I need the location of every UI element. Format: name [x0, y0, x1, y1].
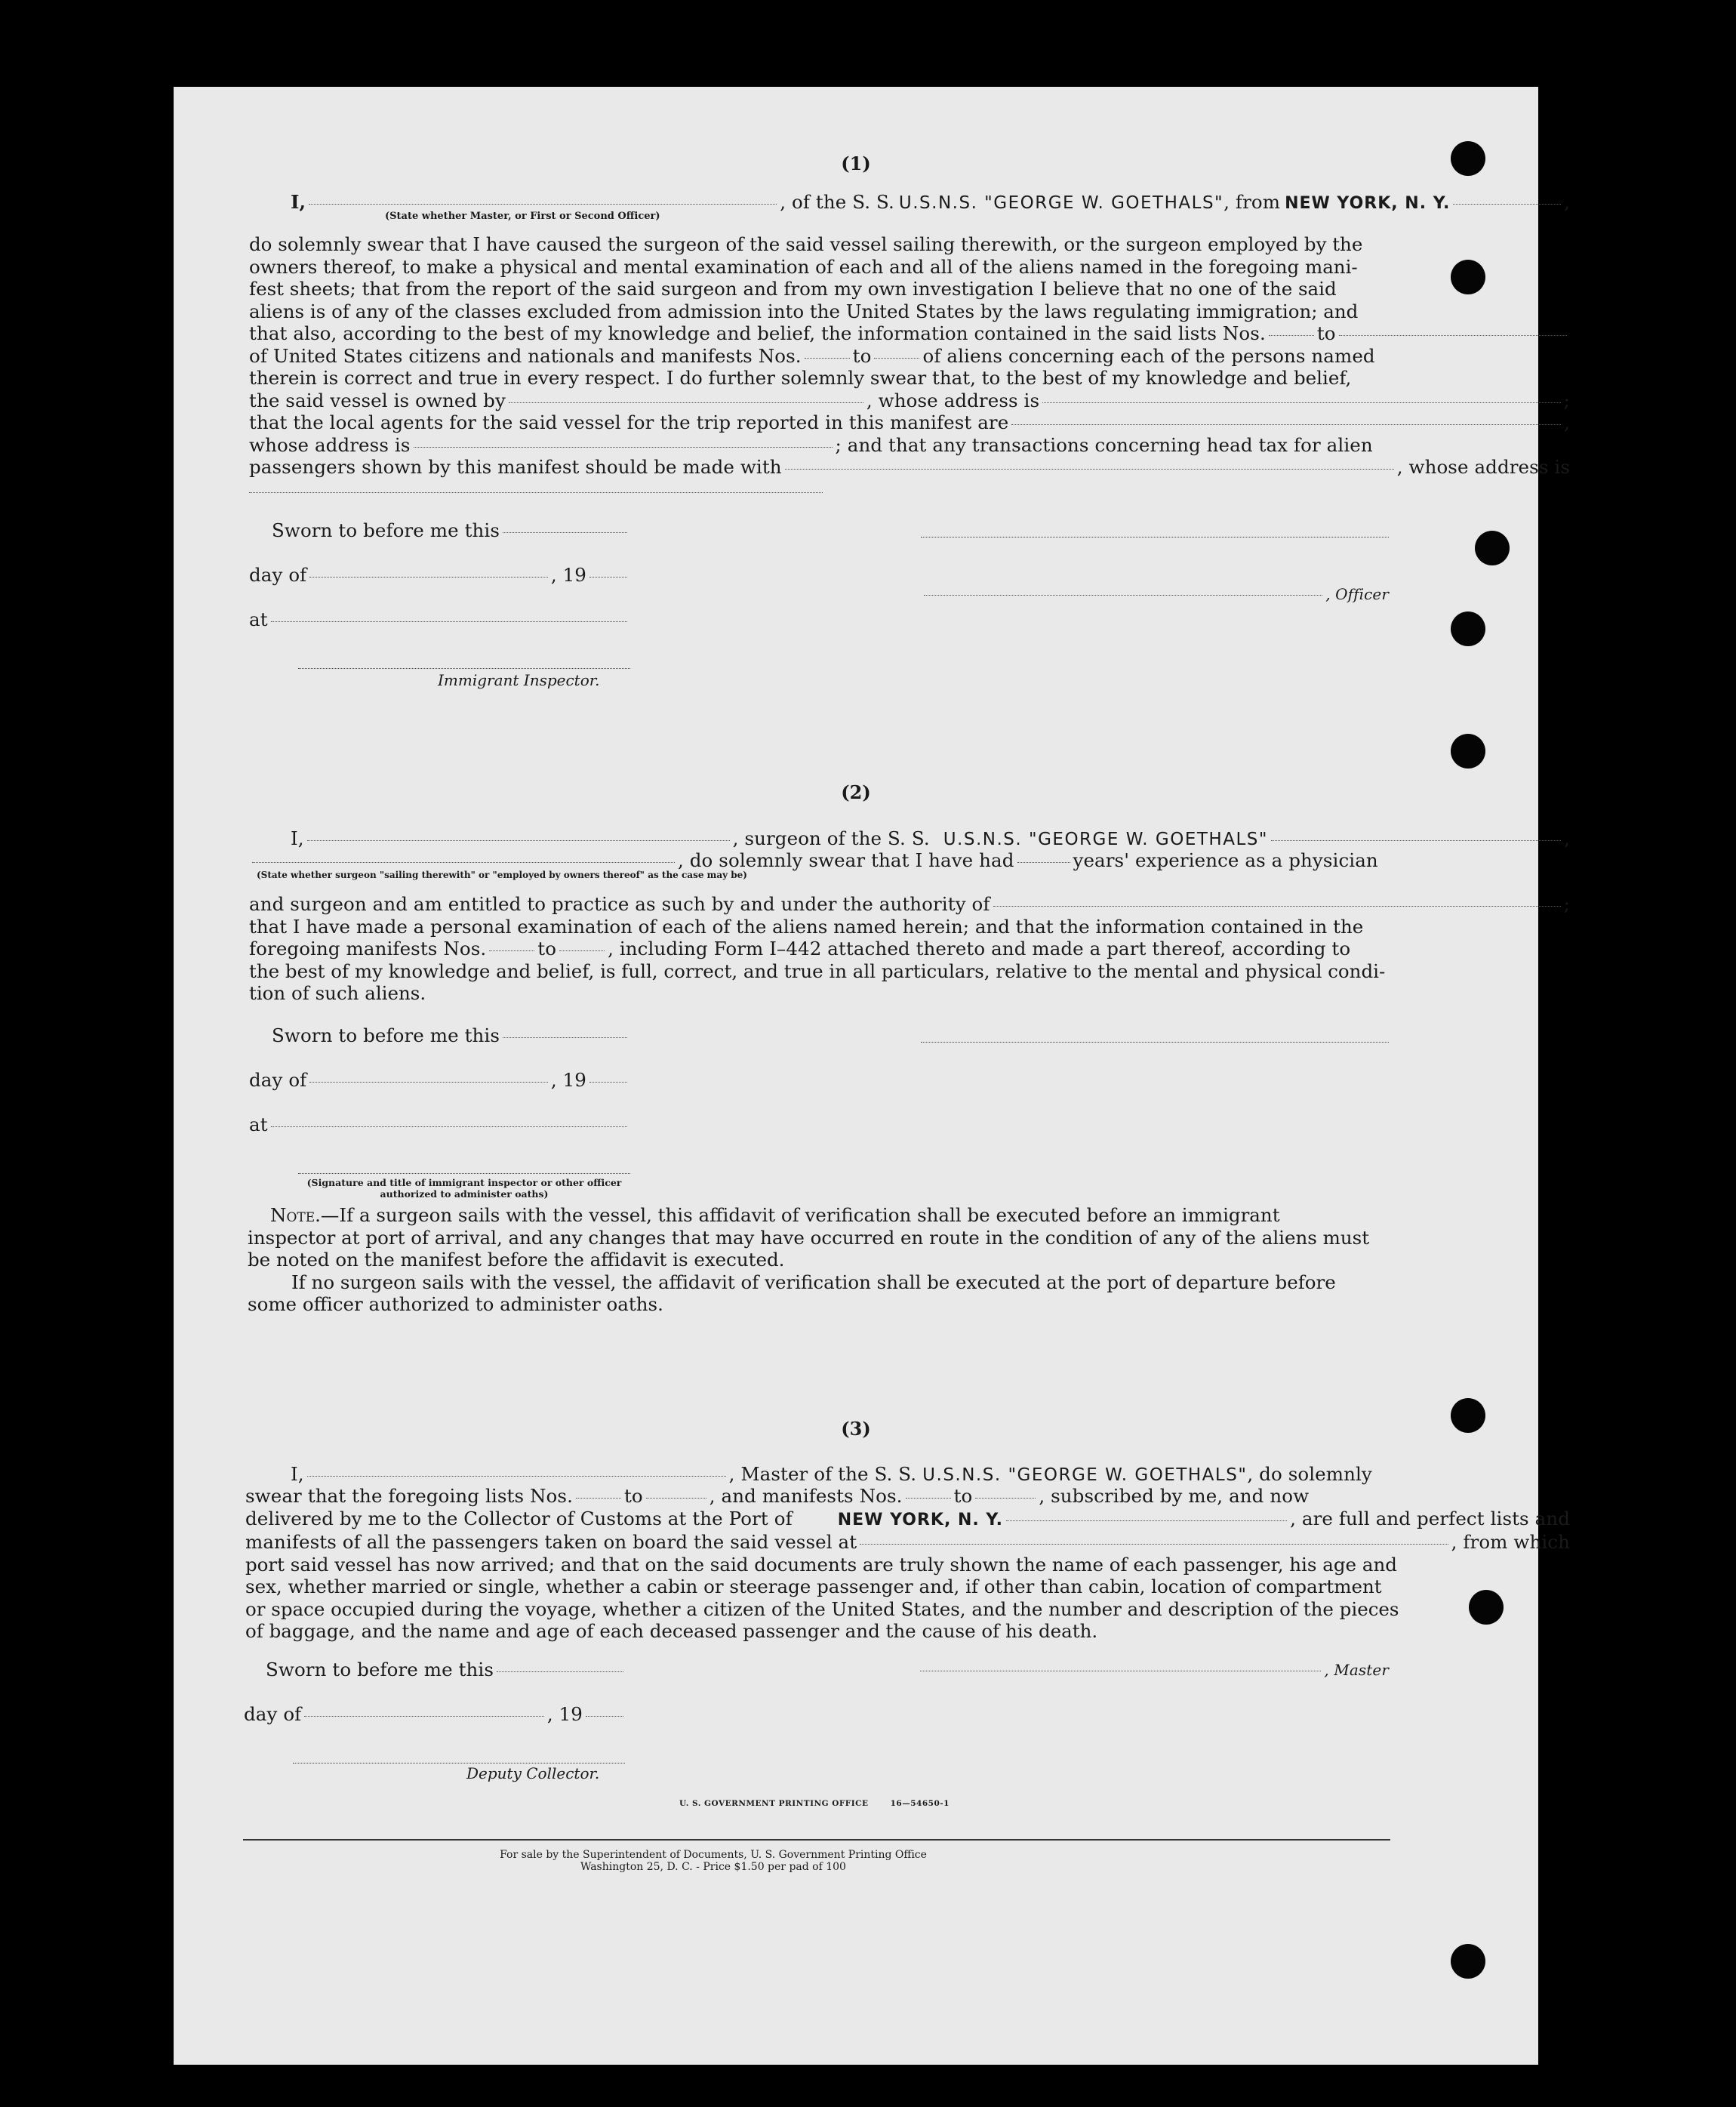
vessel-name-handwritten: U.S.N.S. "GEORGE W. GOETHALS": [898, 193, 1224, 213]
agent-address-line: whose address is ; and that any transactions concerning head tax for alien: [249, 433, 1373, 456]
authority-field[interactable]: [993, 906, 1561, 907]
s1-sworn-line: Sworn to before me this: [272, 519, 630, 541]
s3-manifests-from-field[interactable]: [906, 1498, 951, 1499]
footer-line-2: Washington 25, D. C. - Price $1.50 per pad of 100: [580, 1861, 846, 1873]
body-line: owners thereof, to make a physical and mental examination of each and all of the aliens named in the foregoing mani-: [249, 255, 1358, 278]
surgeon-status-field[interactable]: [252, 862, 675, 863]
s2-surgeon-signature-field[interactable]: [921, 1042, 1389, 1043]
body-line: aliens is of any of the classes excluded from admission into the United States by the laws regulating immigration; and: [249, 300, 1359, 322]
note-block: Note.—If a surgeon sails with the vessel, this affidavit of verification shall be executed before an immigrant inspector at port of arrival, and any changes that may have occurred en route in the condition of any of the aliens must be noted on the manifest before the affidavit is executed. If no surgeon sails with the vessel, the affidavit of verification shall be executed at the port of departure before some officer authorized to administer oaths.: [248, 1204, 1570, 1316]
s1-officer-line: , Officer: [921, 585, 1389, 603]
s3-dayof-line: day of , 19: [244, 1703, 626, 1725]
s2-sworn-date-field[interactable]: [503, 1037, 627, 1038]
s2-inspector-signature-field[interactable]: [298, 1173, 630, 1174]
master-name-field[interactable]: [307, 1476, 726, 1477]
note-line: be noted on the manifest before the affidavit is executed.: [248, 1249, 785, 1271]
s1-inspector-signature-field[interactable]: [298, 668, 630, 669]
section-2-number: (2): [841, 781, 871, 803]
surgeon-caption: (State whether surgeon "sailing therewith" or "employed by owners thereof" as the case may be): [257, 870, 747, 880]
body-line: tion of such aliens.: [249, 982, 426, 1004]
s3-boarded-line: manifests of all the passengers taken on board the said vessel at , from which: [245, 1531, 1570, 1553]
s3-boarded-port-field[interactable]: [860, 1544, 1448, 1545]
s3-manifests-to-field[interactable]: [975, 1498, 1036, 1499]
agents-field[interactable]: [1011, 424, 1561, 425]
s3-deputy-signature-field[interactable]: [293, 1763, 625, 1764]
binder-hole: [1451, 611, 1485, 646]
immigrant-inspector-label: Immigrant Inspector.: [438, 671, 600, 689]
s2-dayof-line: day of , 19: [249, 1069, 630, 1091]
s3-sworn-date-field[interactable]: [497, 1671, 623, 1672]
address-continuation-field[interactable]: [249, 479, 823, 493]
surgeon-name-field[interactable]: [307, 840, 730, 841]
officer-name-field[interactable]: [309, 204, 777, 205]
s2-at-field[interactable]: [271, 1126, 627, 1127]
s3-vessel-handwritten: U.S.N.S. "GEORGE W. GOETHALS": [922, 1465, 1248, 1485]
s3-lists-to-field[interactable]: [646, 1498, 706, 1499]
body-line: that I have made a personal examination of each of the aliens named herein; and that the information contained in the: [249, 915, 1364, 938]
section-3-number: (3): [841, 1418, 871, 1440]
binder-hole: [1451, 141, 1485, 176]
manifests-nos-line: of United States citizens and nationals and manifests Nos. to of aliens concerning each of the persons named: [249, 344, 1375, 367]
owner-line: the said vessel is owned by , whose address is ;: [249, 389, 1570, 411]
s1-at-line: at: [249, 608, 630, 630]
head-tax-field[interactable]: [785, 469, 1394, 470]
binder-hole: [1451, 260, 1485, 294]
agent-address-field[interactable]: [414, 447, 833, 448]
s1-dayof-line: day of , 19: [249, 564, 630, 586]
lists-nos-line: that also, according to the best of my knowledge and belief, the information contained in the said lists Nos. to: [249, 322, 1570, 345]
section-2-body: [249, 893, 1570, 1005]
s1-year-field[interactable]: [589, 577, 627, 578]
s2-manifest-from-field[interactable]: [489, 950, 534, 951]
body-line: therein is correct and true in every respect. I do further solemnly swear that, to the best of my knowledge and belief,: [249, 367, 1352, 389]
s1-day-field[interactable]: [309, 577, 548, 578]
s2-year-field[interactable]: [589, 1082, 627, 1083]
from-port-field[interactable]: [1453, 204, 1561, 205]
s3-master-line: , Master: [917, 1661, 1389, 1679]
deputy-collector-label: Deputy Collector.: [466, 1764, 600, 1782]
agents-line: that the local agents for the said vessel for the trip reported in this manifest are ,: [249, 411, 1570, 433]
footer-divider: [243, 1839, 1390, 1841]
s2-day-field[interactable]: [309, 1082, 548, 1083]
section-2-header-line: I, , surgeon of the S. S. U.S.N.S. "GEORGE W. GOETHALS" ,: [291, 827, 1570, 849]
body-line: do solemnly swear that I have caused the surgeon of the said vessel sailing therewith, or the surgeon employed by the: [249, 233, 1363, 255]
section-1-body: [249, 233, 1570, 493]
foregoing-manifests-line: foregoing manifests Nos. to , including Form I–442 attached thereto and made a part thereof, according to: [249, 938, 1351, 960]
owner-address-field[interactable]: [1042, 402, 1560, 403]
s1-sworn-date-field[interactable]: [503, 532, 627, 533]
owner-field[interactable]: [509, 402, 863, 403]
port-stamp: NEW YORK, N. Y.: [1285, 194, 1451, 213]
note-line: If no surgeon sails with the vessel, the affidavit of verification shall be executed at the port of departure before: [291, 1271, 1336, 1293]
s2-vessel-handwritten: U.S.N.S. "GEORGE W. GOETHALS": [943, 830, 1268, 849]
s1-officer-title-field[interactable]: [924, 595, 1322, 596]
s3-port-stamp: NEW YORK, N. Y.: [837, 1510, 1004, 1529]
s3-collector-line: delivered by me to the Collector of Customs at the Port of NEW YORK, N. Y. , are full and perfect lists and: [245, 1508, 1570, 1532]
s1-officer-signature-field[interactable]: [921, 537, 1389, 538]
binder-hole: [1469, 1590, 1504, 1625]
s3-year-field[interactable]: [586, 1716, 623, 1717]
signature-title-caption: (Signature and title of immigrant inspector or other officer authorized to administer oaths): [306, 1177, 622, 1200]
body-line: fest sheets; that from the report of the said surgeon and from my own investigation I believe that no one of the said: [249, 278, 1337, 300]
manifests-from-field[interactable]: [805, 358, 850, 359]
body-line: port said vessel has now arrived; and that on the said documents are truly shown the name of each passenger, his age and: [245, 1553, 1397, 1576]
s2-manifest-to-field[interactable]: [559, 950, 605, 951]
note-line: inspector at port of arrival, and any changes that may have occurred en route in the condition of any of the aliens must: [248, 1226, 1370, 1249]
officer-caption: (State whether Master, or First or Second Officer): [385, 211, 660, 222]
section-3-body: [245, 1485, 1570, 1643]
section-1-header-line: I, , of the S. S. U.S.N.S. "GEORGE W. GOETHALS" , from NEW YORK, N. Y. ,: [291, 191, 1570, 213]
years-experience-field[interactable]: [1017, 862, 1070, 863]
binder-hole: [1475, 531, 1510, 565]
lists-from-field[interactable]: [1269, 335, 1314, 336]
binder-hole: [1451, 1944, 1485, 1979]
section-1-number: (1): [841, 152, 871, 174]
body-line: or space occupied during the voyage, whether a citizen of the United States, and the number and description of the pieces: [245, 1597, 1399, 1620]
section-3-header-line: I, , Master of the S. S. U.S.N.S. "GEORGE W. GOETHALS" , do solemnly: [291, 1463, 1372, 1485]
s3-day-field[interactable]: [304, 1716, 544, 1717]
s2-at-line: at: [249, 1114, 630, 1135]
binder-hole: [1451, 734, 1485, 769]
s2-sworn-line: Sworn to before me this: [272, 1024, 630, 1046]
s3-lists-from-field[interactable]: [576, 1498, 621, 1499]
note-label: Note.: [270, 1204, 321, 1226]
gpo-imprint: U. S. GOVERNMENT PRINTING OFFICE 16—54650-1: [679, 1799, 950, 1808]
lists-to-field[interactable]: [1339, 335, 1567, 336]
manifests-to-field[interactable]: [874, 358, 919, 359]
s3-lists-line: swear that the foregoing lists Nos. to , and manifests Nos. to , subscribed by me, and now: [245, 1485, 1310, 1507]
of-the-ss-label: , of the S. S.: [780, 191, 894, 213]
s2-experience-line: , do solemnly swear that I have had years' experience as a physician: [249, 849, 1570, 871]
s3-port-field[interactable]: [1006, 1520, 1287, 1521]
form-page: [174, 87, 1570, 2065]
head-tax-line: passengers shown by this manifest should be made with , whose address is: [249, 456, 1570, 478]
footer-line-1: For sale by the Superintendent of Documents, U. S. Government Printing Office: [500, 1849, 927, 1861]
body-line: the best of my knowledge and belief, is full, correct, and true in all particulars, relative to the mental and physical condi-: [249, 960, 1386, 982]
body-line: of baggage, and the name and age of each deceased passenger and the cause of his death.: [245, 1620, 1098, 1642]
s1-at-field[interactable]: [271, 621, 627, 622]
body-line: sex, whether married or single, whether a cabin or steerage passenger and, if other than cabin, location of compartment: [245, 1576, 1382, 1597]
s2-vessel-field[interactable]: [1271, 840, 1561, 841]
from-label: , from: [1224, 191, 1281, 213]
authority-line: and surgeon and am entitled to practice as such by and under the authority of ;: [249, 893, 1570, 915]
binder-hole: [1451, 1398, 1485, 1433]
s3-sworn-line: Sworn to before me this: [266, 1659, 626, 1680]
pronoun-i: I,: [291, 191, 306, 213]
note-line: some officer authorized to administer oaths.: [248, 1293, 663, 1315]
